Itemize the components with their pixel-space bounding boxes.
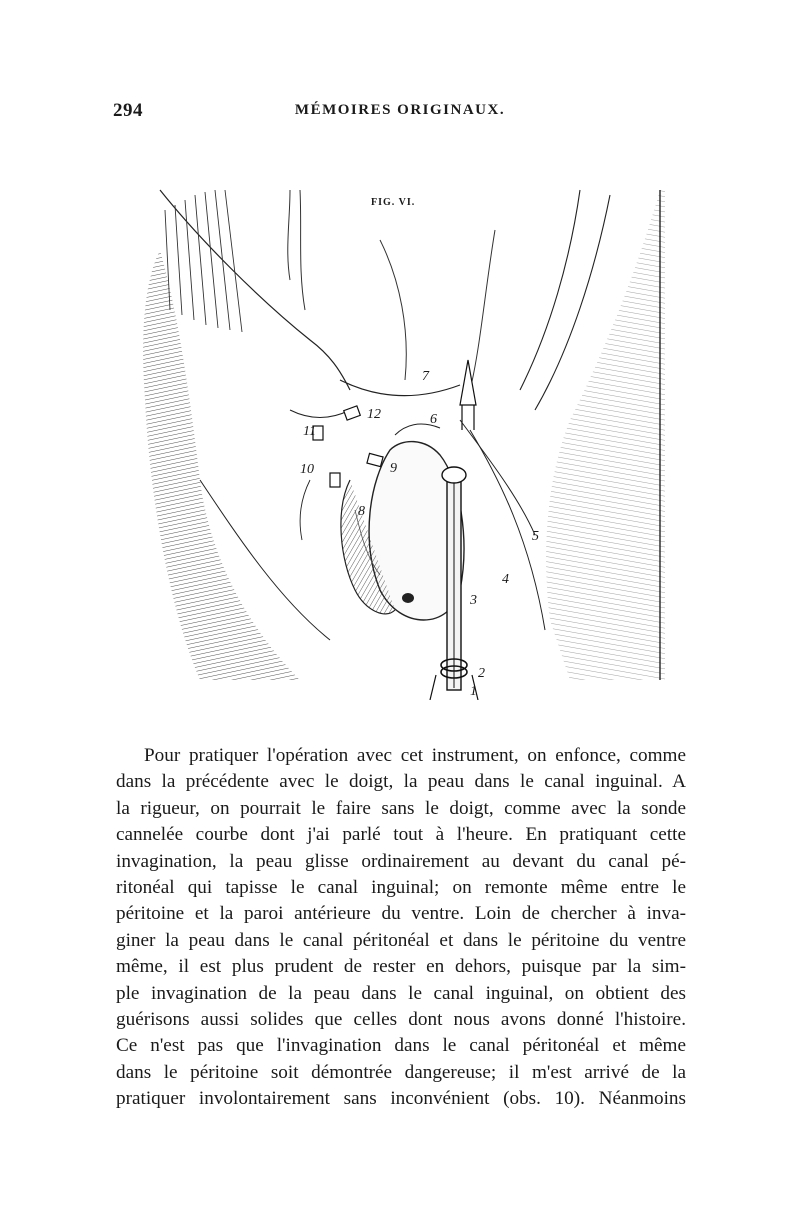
running-header: MÉMOIRES ORIGINAUX. xyxy=(294,102,506,118)
text-line: péritoine et la paroi antérieure du ventre. Loin de chercher à inva- xyxy=(116,903,686,925)
text-line: Pour pratiquer l'opération avec cet instrument, on enfonce, comme xyxy=(144,745,686,766)
text-line: invagination, la peau glisse ordinairement au devant du canal pé- xyxy=(116,850,686,872)
text-line: Ce n'est pas que l'invagination dans le canal péritonéal et même xyxy=(116,1035,686,1057)
text-line: cannelée courbe dont j'ai parlé tout à l'heure. En pratiquant cette xyxy=(116,824,686,846)
right-thigh-drawing xyxy=(520,190,665,680)
figure-engraving xyxy=(140,180,670,700)
text-line: guérisons aussi solides que celles dont nous avons donné l'histoire. xyxy=(116,1009,686,1031)
text-line: ritonéal qui tapisse le canal inguinal; on remonte même entre le xyxy=(116,877,686,899)
scrotum-drawing xyxy=(341,442,464,620)
text-line: la rigueur, on pourrait le faire sans le doigt, comme avec la sonde xyxy=(116,797,686,819)
figure-label-3: 3 xyxy=(470,593,477,608)
text-line: même, il est plus prudent de rester en dehors, puisque par la sim- xyxy=(116,956,686,978)
figure-label-11: 11 xyxy=(303,424,316,439)
figure-label-2: 2 xyxy=(478,666,485,681)
text-line: giner la peau dans le canal péritonéal et dans le péritoine du ventre xyxy=(116,929,686,951)
figure-label-4: 4 xyxy=(502,572,509,587)
figure-label-12: 12 xyxy=(367,407,381,422)
figure-label-8: 8 xyxy=(358,504,365,519)
figure-label-6: 6 xyxy=(430,412,437,427)
figure-label-7: 7 xyxy=(422,369,429,384)
figure-label-1: 1 xyxy=(470,684,477,699)
figure-label-5: 5 xyxy=(532,529,539,544)
figure-label-10: 10 xyxy=(300,462,314,477)
page-number: 294 xyxy=(113,100,143,121)
text-line: pratiquer involontairement sans inconvénient (obs. 10). Néanmoins xyxy=(116,1088,686,1110)
text-line: dans le péritoine soit démontrée dangereuse; il m'est arrivé de la xyxy=(116,1061,686,1083)
figure-label-9: 9 xyxy=(390,461,397,476)
body-paragraph xyxy=(116,743,686,1113)
figure-caption: FIG. VI. xyxy=(371,197,416,208)
text-line: dans la précédente avec le doigt, la peau dans le canal inguinal. A xyxy=(116,771,686,793)
text-line: ple invagination de la peau dans le canal inguinal, on obtient des xyxy=(116,982,686,1004)
